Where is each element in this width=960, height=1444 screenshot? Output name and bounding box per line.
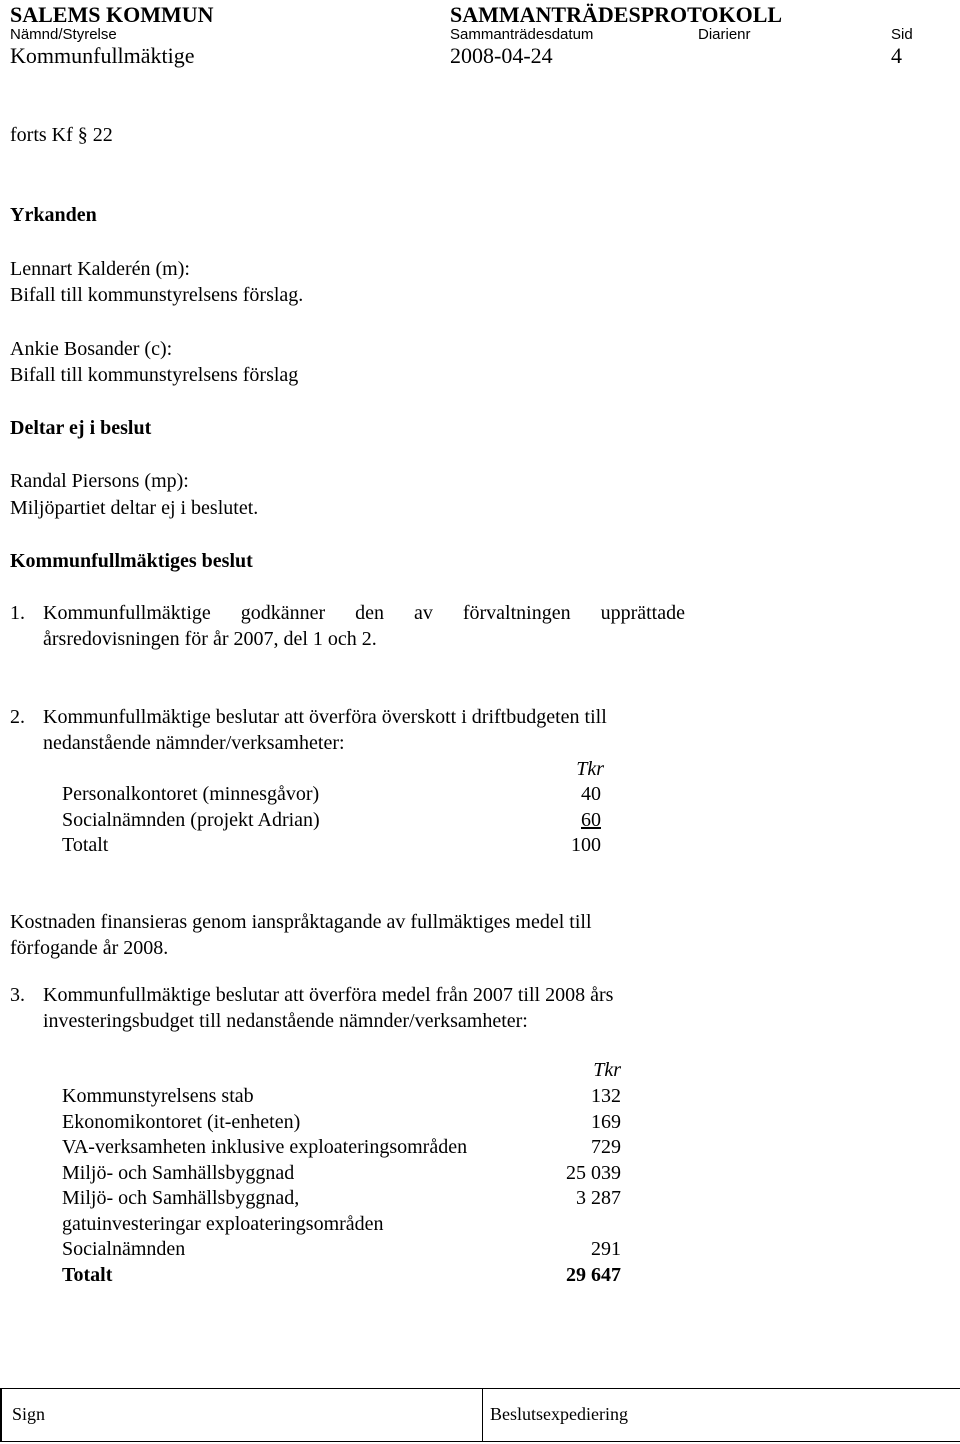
body-value: Kommunfullmäktige [10,43,195,68]
item-1-number: 1. [10,602,25,624]
date-value: 2008-04-24 [450,43,553,68]
proposal-2-name: Ankie Bosander (c): [10,338,173,360]
footer-divider [482,1389,483,1441]
table-2-row-label: Kommunstyrelsens stab [62,1085,254,1107]
table-2-row-label: gatuinvesteringar exploateringsområden [62,1213,384,1235]
table-1-unit: Tkr [576,758,604,780]
municipality-name: SALEMS KOMMUN [10,2,214,27]
table-2-row-label: Miljö- och Samhällsbyggnad [62,1162,295,1184]
item-2-line-1: Kommunfullmäktige beslutar att överföra överskott i driftbudgeten till [43,706,607,728]
abstain-heading: Deltar ej i beslut [10,417,152,439]
item-3-number: 3. [10,984,25,1006]
table-1-row-label: Personalkontoret (minnesgåvor) [62,783,320,805]
date-label: Sammanträdesdatum [450,26,594,43]
table-2-unit: Tkr [593,1059,621,1081]
item-1-word: upprättade [600,602,685,624]
proposal-1-text: Bifall till kommunstyrelsens förslag. [10,284,304,306]
diary-label: Diarienr [698,26,751,43]
proposal-1-name: Lennart Kalderén (m): [10,258,190,280]
item-1-line-1 [43,602,685,625]
table-2-row-label: Socialnämnden [62,1238,186,1260]
table-1-total-value: 100 [571,834,601,856]
proposals-heading: Yrkanden [10,204,97,226]
item-1-word: Kommunfullmäktige [43,602,211,624]
table-2-row-label: Ekonomikontoret (it-enheten) [62,1111,301,1133]
table-1-row-label: Socialnämnden (projekt Adrian) [62,809,320,831]
table-2-row-value: 169 [591,1111,621,1133]
item-2-number: 2. [10,706,25,728]
table-1-row-value-text: 60 [581,809,601,831]
item-2-line-2: nedanstående nämnder/verksamheter: [43,732,345,754]
table-2-total-label: Totalt [62,1264,113,1286]
protocol-title: SAMMANTRÄDESPROTOKOLL [450,2,783,27]
item-1-line-2: årsredovisningen för år 2007, del 1 och 2. [43,628,377,650]
item-1-word: godkänner [240,602,326,624]
table-2-row-value: 291 [591,1238,621,1260]
item-1-word: förvaltningen [462,602,571,624]
financing-line-2: förfogande år 2008. [10,937,169,959]
signature-footer [0,1388,960,1442]
item-1-word: av [413,602,433,624]
continuation-ref: forts Kf § 22 [10,124,113,146]
table-2-total-value: 29 647 [566,1264,621,1286]
item-3-line-1: Kommunfullmäktige beslutar att överföra medel från 2007 till 2008 års [43,984,614,1006]
financing-line-1: Kostnaden finansieras genom ianspråktagande av fullmäktiges medel till [10,911,592,933]
page-value: 4 [891,43,902,68]
item-1-word: den [355,602,385,624]
proposal-2-text: Bifall till kommunstyrelsens förslag [10,364,299,386]
table-2-row-value: 132 [591,1085,621,1107]
table-2-row-value: 25 039 [566,1162,621,1184]
body-label: Nämnd/Styrelse [10,26,117,43]
item-3-line-2: investeringsbudget till nedanstående nämnder/verksamheter: [43,1010,528,1032]
dispatch-field[interactable]: Beslutsexpediering [490,1404,628,1424]
table-1-row-value [500,809,601,832]
table-2-row-value: 729 [591,1136,621,1158]
page-label: Sid [891,26,913,43]
table-2-row-value: 3 287 [576,1187,621,1209]
sign-field[interactable]: Sign [12,1404,46,1424]
decision-heading: Kommunfullmäktiges beslut [10,550,253,572]
table-2-row-label: VA-verksamheten inklusive exploateringsområden [62,1136,468,1158]
table-2-row-label: Miljö- och Samhällsbyggnad, [62,1187,300,1209]
abstain-name: Randal Piersons (mp): [10,470,189,492]
abstain-text: Miljöpartiet deltar ej i beslutet. [10,497,259,519]
table-1-total-label: Totalt [62,834,109,856]
table-1-row-value: 40 [581,783,601,805]
